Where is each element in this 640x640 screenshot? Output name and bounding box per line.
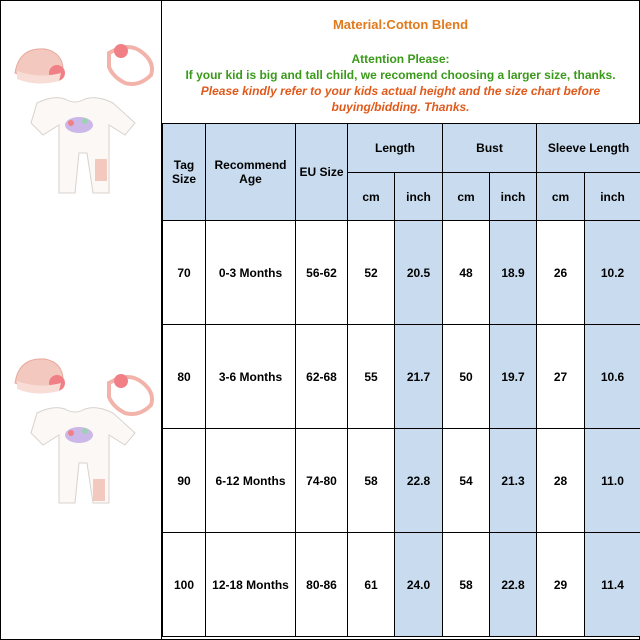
cell-bust-inch: 19.7 [490,325,537,429]
cell-bust-cm: 48 [443,221,490,325]
unit-cm: cm [348,173,395,221]
material-title: Material:Cotton Blend [332,17,469,32]
cell-eu: 74-80 [296,429,348,533]
cell-tag: 100 [163,533,206,637]
unit-cm: cm [443,173,490,221]
table-row [163,533,640,637]
col-header-tag-size: Tag Size [163,124,206,221]
attention-note: If your kid is big and tall child, we recomend choosing a larger size, thanks. [185,68,616,82]
col-header-length: Length [348,124,443,173]
cell-bust-cm: 50 [443,325,490,429]
cell-tag: 80 [163,325,206,429]
cell-eu: 62-68 [296,325,348,429]
product-photos-column [1,1,162,639]
cell-eu: 80-86 [296,533,348,637]
cell-bust-cm: 54 [443,429,490,533]
cell-bust-inch: 21.3 [490,429,537,533]
romper-icon [31,408,135,503]
cell-length-inch: 20.5 [395,221,443,325]
cell-tag: 70 [163,221,206,325]
cell-sleeve-inch: 10.6 [585,325,640,429]
romper-outfit-image [9,43,157,203]
cell-sleeve-cm: 29 [537,533,585,637]
unit-inch: inch [395,173,443,221]
cell-sleeve-inch: 10.2 [585,221,640,325]
cell-bust-inch: 22.8 [490,533,537,637]
cell-length-cm: 58 [348,429,395,533]
unit-inch: inch [490,173,537,221]
cell-age: 6-12 Months [206,429,296,533]
cell-sleeve-cm: 27 [537,325,585,429]
col-header-bust: Bust [443,124,537,173]
headband-icon [109,374,152,414]
col-header-recommend-age: Recommend Age [206,124,296,221]
cell-age: 12-18 Months [206,533,296,637]
col-header-sleeve-length: Sleeve Length [537,124,640,173]
cell-age: 3-6 Months [206,325,296,429]
baby-hat-icon [15,359,65,394]
cell-sleeve-cm: 26 [537,221,585,325]
cell-bust-inch: 18.9 [490,221,537,325]
cell-length-inch: 21.7 [395,325,443,429]
size-chart-note: Please kindly refer to your kids actual height and the size chart before buying/bidding. Thanks. [200,84,601,114]
cell-bust-cm: 58 [443,533,490,637]
headband-icon [109,44,152,84]
cell-age: 0-3 Months [206,221,296,325]
size-table [162,123,640,637]
baby-hat-icon [15,49,65,84]
cell-length-cm: 52 [348,221,395,325]
unit-inch: inch [585,173,640,221]
table-header-row [163,124,640,173]
romper-icon [31,98,135,193]
table-row [163,221,640,325]
romper-outfit-image [9,353,157,513]
unit-cm: cm [537,173,585,221]
col-header-eu-size: EU Size [296,124,348,221]
attention-title: Attention Please: [351,52,450,66]
cell-eu: 56-62 [296,221,348,325]
cell-sleeve-inch: 11.4 [585,533,640,637]
chart-header [162,1,639,123]
cell-tag: 90 [163,429,206,533]
table-row [163,429,640,533]
cell-length-cm: 61 [348,533,395,637]
cell-length-cm: 55 [348,325,395,429]
table-row [163,325,640,429]
cell-sleeve-inch: 11.0 [585,429,640,533]
cell-length-inch: 22.8 [395,429,443,533]
cell-length-inch: 24.0 [395,533,443,637]
cell-sleeve-cm: 28 [537,429,585,533]
